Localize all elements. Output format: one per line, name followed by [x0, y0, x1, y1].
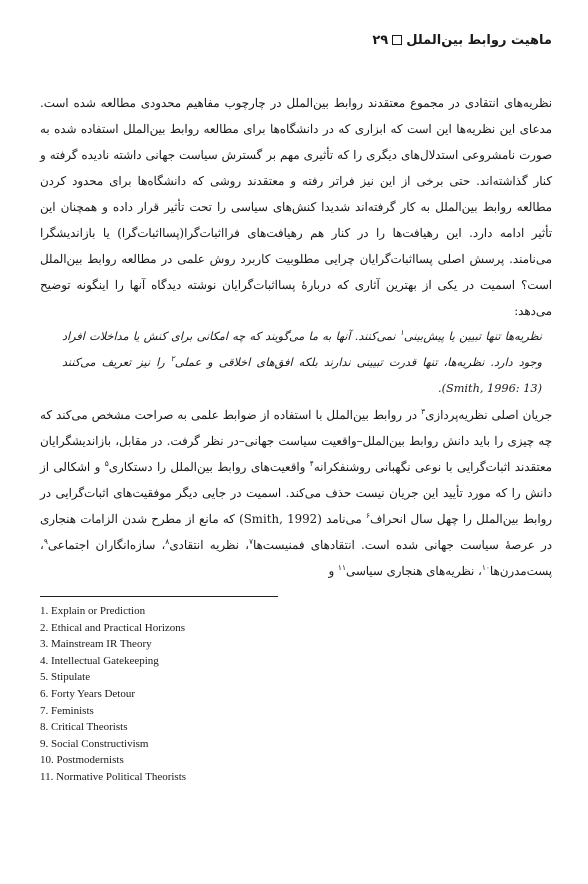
p2-text-7: ، سازه‌انگاران اجتماعی — [47, 538, 166, 552]
p2-text-6: ، نظریه انتقادی — [169, 538, 249, 552]
quote-text-3: را نیز تعریف می‌کنند (Smith, 1996: 13). — [62, 356, 542, 395]
p2-text-3: واقعیت‌های روابط بین‌الملل را دستکاری — [108, 460, 310, 474]
footnote-item: 5. Stipulate — [40, 671, 91, 684]
paragraph-1: نظریه‌های انتقادی در مجموع معتقدند روابط بین‌الملل در چارچوب مفاهیم محدودی مطالعه شده است. مدعای این نظریه‌ها این است که ابزاری که در دانشگاه‌ها برای مطالعه روابط بین‌الملل استفاده شده به صورت نامشروعی استدلال‌های دیگری را که تأثیری مهم بر گسترش سیاست جهانی داشته نادیده گرفته و کنار گذاشته‌اند. حتی برخی از این نیز فراتر رفته و معتقدند روشی که دانشگاه‌ها برای محدود کردن مطالعه روابط بین‌الملل به کار گرفته‌اند شدیدا کنش‌های سیاسی را تحت تأثیر قرار داده و همچنان این تأثیر ادامه دارد. این رهیافت‌ها را در کنار هم رهیافت‌های فرااثبات‌گرا(پسااثبات‌گرا) یا بازاندیشگرا می‌نامند. پرسش اصلی پسااثبات‌گرایان چرایی مطلوبیت کاربرد روش علمی در مطالعه روابط بین‌الملل است؟ اسمیت در یکی از بهترین آثاری که دربارهٔ پسااثبات‌گرایان نوشته دیدگاه آنها را اینگونه توضیح می‌دهد: — [40, 96, 552, 318]
p2-text-10: و — [328, 564, 338, 578]
footnote-item: 1. Explain or Prediction — [40, 605, 146, 617]
p2-text-5: می‌نامد (Smith, 1992) که مانع از مطرح شدن الزامات هنجاری در عرصهٔ سیاست جهانی شده است. انتقادهای فمنیست‌ها — [40, 512, 552, 552]
footnote-item: 6. Forty Years Detour — [40, 687, 136, 700]
p2-text-8: ، پست‌مدرن‌ها — [40, 538, 552, 578]
footnote-item: 10. Postmodernists — [40, 754, 124, 767]
page — [40, 30, 552, 786]
footnote-item: 9. Social Constructivism — [40, 737, 149, 750]
footnote-item: 3. Mainstream IR Theory — [40, 638, 152, 651]
main-text — [40, 90, 552, 324]
footnote-ref-4[interactable]: ۴ — [309, 459, 314, 469]
footnote-ref-1[interactable]: ۱ — [399, 328, 404, 338]
footnotes — [40, 603, 552, 786]
footnote-divider — [40, 596, 278, 597]
footnote-item: 2. Ethical and Practical Horizons — [40, 621, 186, 634]
footnote-ref-3[interactable]: ۳ — [421, 407, 426, 417]
main-text-2 — [40, 402, 552, 584]
p2-text-4: و اشکالی از دانش را که مورد تأیید این جریان نیست حذف می‌کند. اسمیت در جایی دیگر موفقیت‌های اثبات‌گرایی در روابط بین‌الملل را چهل سال انحراف — [40, 460, 553, 526]
footnote-item: 4. Intellectual Gatekeeping — [40, 654, 159, 667]
paragraph-2 — [40, 402, 552, 584]
running-header — [40, 30, 552, 50]
header-title: ماهیت روابط بین‌الملل — [406, 32, 552, 48]
block-quote — [62, 324, 542, 402]
p2-text-9: ، نظریه‌های هنجاری سیاسی — [345, 564, 482, 578]
footnote-ref-11[interactable]: ۱۱ — [337, 563, 346, 573]
footnote-item: 11. Normative Political Theorists — [40, 770, 187, 783]
p2-text-1: جریان اصلی نظریه‌پردازی — [425, 408, 552, 422]
footnote-ref-2[interactable]: ۲ — [170, 354, 175, 364]
footnote-ref-7[interactable]: ۷ — [248, 537, 253, 547]
footnote-item: 8. Critical Theorists — [40, 721, 128, 734]
page-number: ۲۹ — [372, 32, 389, 48]
footnote-ref-5[interactable]: ۵ — [104, 459, 109, 469]
footnote-ref-9[interactable]: ۹ — [43, 537, 48, 547]
footnote-ref-6[interactable]: ۶ — [365, 511, 371, 521]
footnote-ref-8[interactable]: ۸ — [165, 537, 170, 547]
quote-text-2: نمی‌کنند. آنها به ما می‌گویند که چه امکانی برای کنش یا مداخلات افراد وجود دارد. نظریه‌ها، تنها قدرت تبیینی ندارند بلکه افق‌های اخلاقی و عملی — [62, 330, 542, 369]
footnote-ref-10[interactable]: ۱۰ — [481, 563, 490, 573]
p2-text-2: در روابط بین‌الملل با استفاده از ضوابط علمی به صراحت مشخص می‌کند که چه چیزی را باید دانش روابط بین‌الملل–واقعیت سیاست جهانی–در نظر گرفت. در مقابل، بازاندیشگرایان معتقدند اثبات‌گرایی با نوعی نگهبانی روشنفکرانه — [40, 408, 552, 474]
square-bullet-icon — [392, 35, 402, 45]
quote-text-1: نظریه‌ها تنها تبیین یا پیش‌بینی — [403, 330, 542, 343]
footnote-item: 7. Feminists — [40, 704, 94, 717]
